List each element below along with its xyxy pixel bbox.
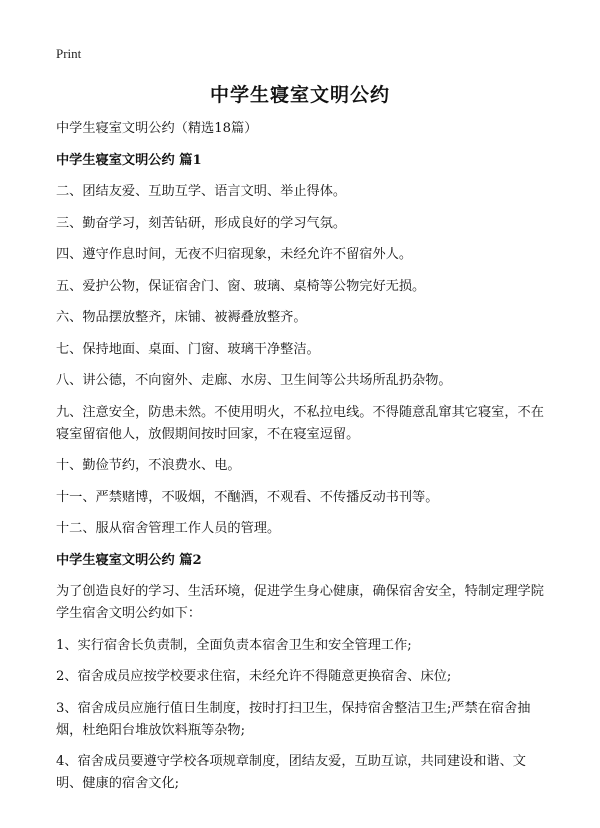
document-body — [56, 118, 552, 805]
paragraph: 4、宿舍成员要遵守学校各项规章制度，团结友爱，互助互谅，共同建设和谐、文明、健康的宿舍文化; — [56, 754, 526, 791]
page-title: 中学生寝室文明公约 — [209, 84, 390, 106]
paragraph: 七、保持地面、桌面、门窗、玻璃干净整洁。 — [56, 341, 320, 357]
document-subtitle: 中学生寝室文明公约（精选18篇） — [56, 121, 258, 136]
paragraph: 3、宿舍成员应施行值日生制度，按时打扫卫生，保持宿舍整洁卫生;严禁在宿舍抽烟，杜绝阳台堆放饮料瓶等杂物; — [56, 700, 531, 738]
paragraph: 四、遵守作息时间，无夜不归宿现象，未经允许不留宿外人。 — [56, 247, 413, 262]
paragraph: 九、注意安全，防患未然。不使用明火，不私拉电线。不得随意乱窜其它寝室，不在寝室留宿他人，放假期间按时回家，不在寝室逗留。 — [56, 404, 544, 442]
paragraph: 十一、严禁赌博，不吸烟，不酗酒，不观看、不传播反动书刊等。 — [56, 489, 439, 505]
section-2 — [56, 550, 552, 796]
paragraph: 为了创造良好的学习、生活环境，促进学生身心健康，确保宿舍安全，特制定理学院学生宿舍文明公约如下： — [56, 584, 544, 621]
paragraph: 五、爱护公物，保证宿舍门、窗、玻璃、桌椅等公物完好无损。 — [56, 278, 426, 294]
paragraph: 十、勤俭节约，不浪费水、电。 — [56, 458, 241, 473]
paragraph: 八、讲公德，不向窗外、走廊、水房、卫生间等公共场所乱扔杂物。 — [56, 373, 452, 388]
section-1 — [56, 150, 552, 541]
paragraph: 六、物品摆放整齐，床铺、被褥叠放整齐。 — [56, 310, 307, 325]
paragraph: 十二、服从宿舍管理工作人员的管理。 — [56, 521, 281, 536]
paragraph: 二、团结友爱、互助互学、语言文明、举止得体。 — [56, 184, 347, 199]
print-link[interactable]: Print — [56, 46, 82, 61]
paragraph: 1、实行宿舍长负责制，全面负责本宿舍卫生和安全管理工作; — [56, 637, 412, 653]
paragraph: 三、勤奋学习，刻苦钻研，形成良好的学习气氛。 — [56, 215, 347, 231]
paragraph: 2、宿舍成员应按学校要求住宿，未经允许不得随意更换宿舍、床位; — [56, 669, 452, 684]
section-heading: 中学生寝室文明公约 篇1 — [56, 152, 202, 168]
section-heading: 中学生寝室文明公约 篇2 — [56, 552, 202, 568]
